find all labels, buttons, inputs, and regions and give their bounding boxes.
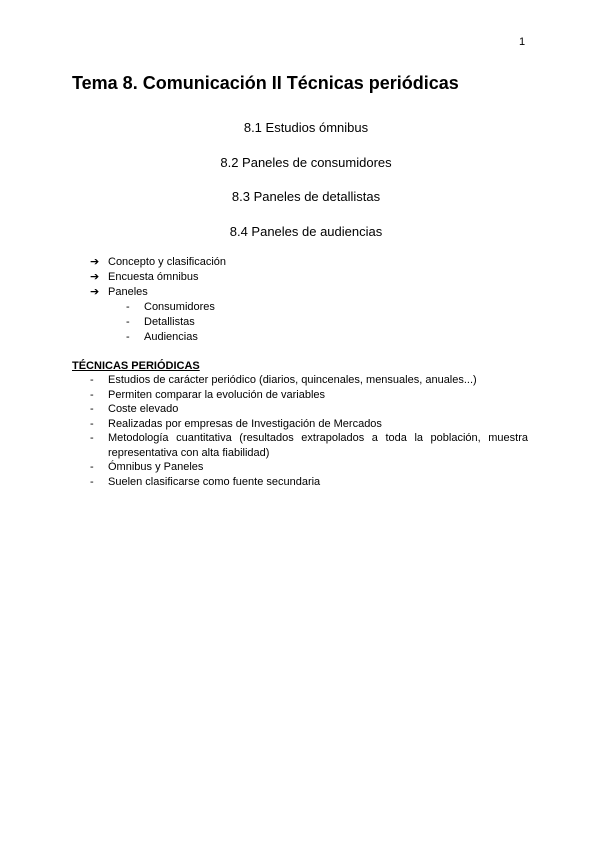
- topic-item: [90, 255, 226, 270]
- dash-bullet: -: [90, 403, 94, 415]
- topic-item: [90, 285, 226, 300]
- technique-item: [90, 373, 528, 388]
- technique-text: Permiten comparar la evolución de variables: [108, 388, 326, 401]
- arrow-right-icon: ➔: [90, 271, 100, 283]
- technique-item: [90, 417, 528, 432]
- arrow-right-icon: ➔: [90, 286, 100, 298]
- topic-item: [90, 270, 226, 285]
- panel-type-item: [90, 315, 226, 330]
- section-item: 8.2 Paneles de consumidores: [220, 154, 392, 170]
- technique-text: Estudios de carácter periódico (diarios, quincenales, mensuales, anuales...): [108, 374, 477, 386]
- panel-type-list: [90, 300, 226, 345]
- panel-type-label: Consumidores: [144, 301, 215, 313]
- dash-bullet: -: [90, 461, 94, 473]
- panel-type-item: [90, 330, 226, 345]
- panel-type-label: Detallistas: [144, 316, 195, 328]
- techniques-heading: TÉCNICAS PERIÓDICAS: [72, 360, 200, 372]
- technique-item: [90, 402, 528, 417]
- topic-label: Encuesta ómnibus: [108, 271, 199, 283]
- technique-text: Ómnibus y Paneles: [108, 461, 204, 473]
- dash-bullet: -: [126, 316, 130, 328]
- section-item: 8.1 Estudios ómnibus: [243, 120, 369, 135]
- dash-bullet: -: [126, 331, 130, 343]
- dash-bullet: -: [90, 432, 94, 444]
- document-title: Tema 8. Comunicación II Técnicas periódicas: [72, 73, 459, 93]
- technique-item: [90, 475, 528, 490]
- technique-text: Suelen clasificarse como fuente secundaria: [108, 475, 321, 488]
- topic-list: [90, 255, 226, 345]
- technique-text: Coste elevado: [108, 403, 179, 415]
- technique-item: [90, 460, 528, 475]
- panel-type-label: Audiencias: [144, 331, 198, 343]
- dash-bullet: -: [90, 374, 94, 386]
- dash-bullet: -: [90, 417, 94, 430]
- technique-text: Metodología cuantitativa (resultados extrapolados a toda la población, muestra representativa con alta fiabilidad): [108, 432, 528, 459]
- topic-label: Concepto y clasificación: [108, 256, 227, 268]
- technique-item: [90, 431, 528, 460]
- page-number: 1: [519, 36, 526, 48]
- section-item: 8.4 Paneles de audiencias: [229, 223, 383, 239]
- section-item: 8.3 Paneles de detallistas: [231, 189, 381, 204]
- dash-bullet: -: [90, 388, 94, 401]
- techniques-list: [90, 373, 528, 489]
- topic-label: Paneles: [108, 286, 148, 298]
- section-list: [0, 120, 600, 258]
- dash-bullet: -: [90, 475, 94, 488]
- panel-type-item: [90, 300, 226, 315]
- dash-bullet: -: [126, 301, 130, 313]
- panel-types: [90, 300, 226, 345]
- arrow-right-icon: ➔: [90, 256, 100, 268]
- technique-text: Realizadas por empresas de Investigación de Mercados: [108, 417, 382, 430]
- technique-item: [90, 388, 528, 403]
